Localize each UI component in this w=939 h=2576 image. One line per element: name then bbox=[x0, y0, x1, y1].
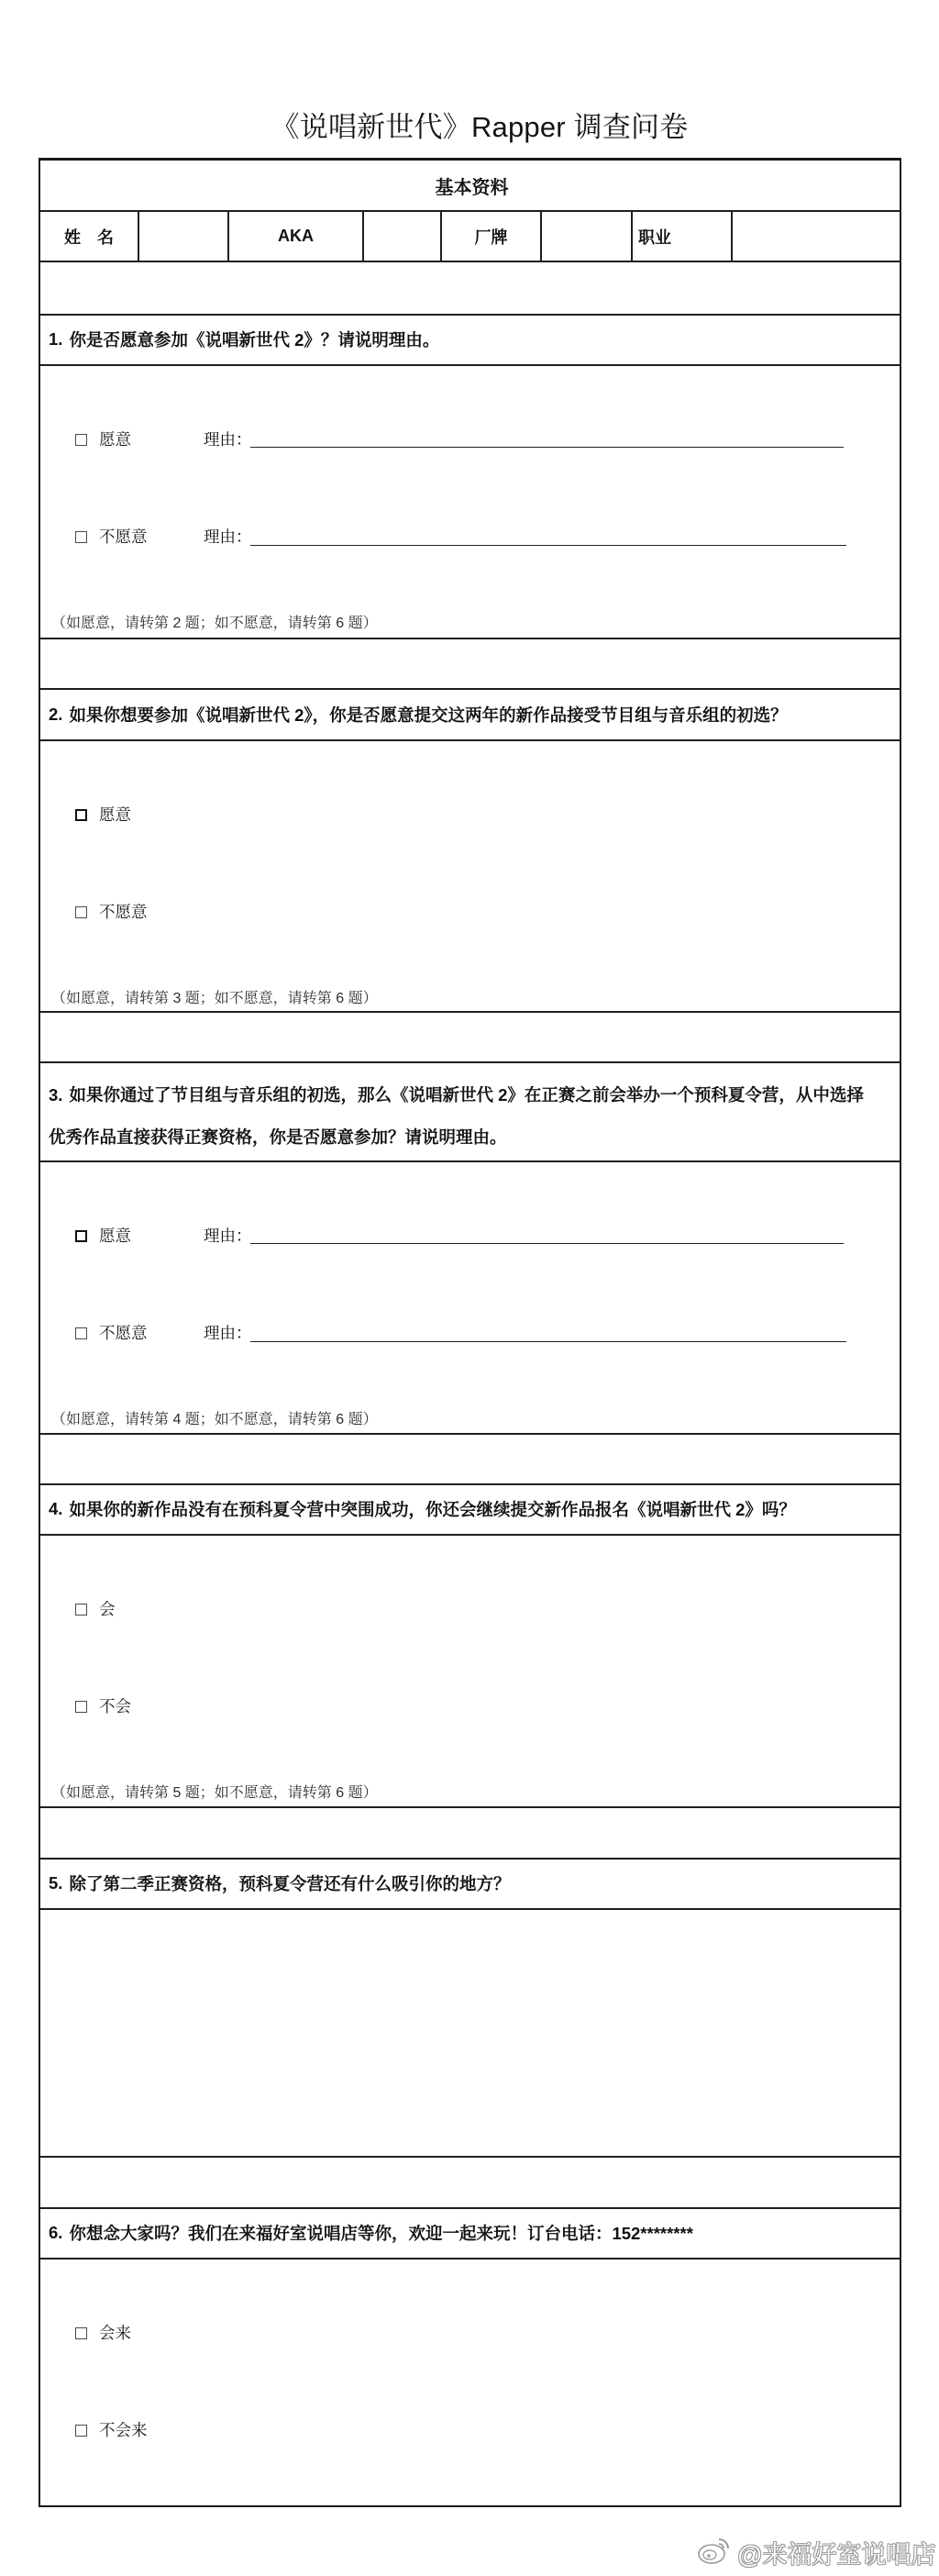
reason-label: 理由： bbox=[204, 1324, 252, 1342]
question-4-option-no bbox=[40, 1695, 900, 1717]
question-4-note: （如愿意，请转第 5 题；如不愿意，请转第 6 题） bbox=[51, 1785, 378, 1801]
spacer-row bbox=[40, 262, 900, 316]
reason-label: 理由： bbox=[204, 430, 252, 449]
basic-info-heading: 基本资料 bbox=[40, 161, 900, 212]
checkbox-icon[interactable] bbox=[75, 2327, 87, 2339]
question-3-option-willing bbox=[40, 1225, 900, 1247]
question-4-header bbox=[40, 1485, 900, 1536]
question-2-option-willing bbox=[40, 804, 900, 826]
question-5-number: 5. bbox=[49, 1873, 63, 1893]
question-4-number: 4. bbox=[49, 1499, 63, 1518]
weibo-logo-icon bbox=[697, 2536, 732, 2570]
name-field[interactable] bbox=[139, 212, 229, 261]
checkbox-icon[interactable] bbox=[75, 531, 87, 543]
question-3-number: 3. bbox=[49, 1085, 63, 1105]
question-3-body bbox=[40, 1162, 900, 1435]
question-2-header bbox=[40, 690, 900, 741]
question-1-header bbox=[40, 316, 900, 366]
watermark bbox=[697, 2534, 935, 2570]
reason-label: 理由： bbox=[204, 527, 252, 546]
question-1-body bbox=[40, 366, 900, 639]
checkbox-icon[interactable] bbox=[75, 2425, 87, 2437]
reason-label: 理由： bbox=[204, 1227, 252, 1245]
option-label: 不会来 bbox=[99, 2421, 148, 2439]
option-label: 愿意 bbox=[99, 1227, 131, 1245]
reason-input-line[interactable] bbox=[250, 1243, 844, 1244]
checkbox-icon[interactable] bbox=[75, 1701, 87, 1713]
question-6-body bbox=[40, 2260, 900, 2505]
questionnaire-table bbox=[39, 158, 901, 2507]
option-label: 会来 bbox=[99, 2324, 131, 2342]
reason-input-line[interactable] bbox=[250, 447, 844, 448]
option-label: 愿意 bbox=[99, 430, 131, 449]
page-title: 《说唱新世代》Rapper 调查问卷 bbox=[271, 111, 689, 143]
reason-input-line[interactable] bbox=[250, 1341, 846, 1342]
question-1-option-willing bbox=[40, 428, 900, 450]
spacer-row bbox=[40, 1013, 900, 1063]
reason-input-line[interactable] bbox=[250, 545, 846, 546]
question-4-body bbox=[40, 1536, 900, 1808]
question-3-header bbox=[40, 1063, 900, 1162]
question-2-text: 如果你想要参加《说唱新世代 2》，你是否愿意提交这两年的新作品接受节目组与音乐组的初选？ bbox=[69, 705, 788, 725]
question-2-number: 2. bbox=[49, 704, 63, 724]
checkbox-icon[interactable] bbox=[75, 1230, 87, 1242]
question-3-line-2: 优秀作品直接获得正赛资格，你是否愿意参加？请说明理由。 bbox=[49, 1127, 507, 1147]
spacer-row bbox=[40, 1808, 900, 1860]
question-5-body bbox=[40, 1910, 900, 2158]
aka-field[interactable] bbox=[364, 212, 442, 261]
question-6-option-wont-come bbox=[40, 2419, 900, 2441]
question-6-header bbox=[40, 2209, 900, 2260]
crew-label: 厂牌 bbox=[442, 212, 542, 261]
spacer-row bbox=[40, 639, 900, 690]
question-6-number: 6. bbox=[49, 2223, 63, 2242]
option-label: 不愿意 bbox=[99, 527, 148, 546]
question-3-note: （如愿意，请转第 4 题；如不愿意，请转第 6 题） bbox=[51, 1412, 378, 1427]
checkbox-icon[interactable] bbox=[75, 434, 87, 446]
basic-info-row bbox=[40, 212, 900, 262]
question-2-note: （如愿意，请转第 3 题；如不愿意，请转第 6 题） bbox=[51, 991, 378, 1006]
question-3-text: 如果你通过了节目组与音乐组的初选，那么《说唱新世代 2》在正赛之前会举办一个预科夏令营，从中选择 bbox=[69, 1085, 864, 1105]
question-4-text: 如果你的新作品没有在预科夏令营中突围成功，你还会继续提交新作品报名《说唱新世代 2》吗？ bbox=[69, 1500, 796, 1519]
crew-field[interactable] bbox=[542, 212, 633, 261]
checkbox-icon[interactable] bbox=[75, 1327, 87, 1339]
question-5-answer-area[interactable] bbox=[40, 1910, 900, 2156]
question-3-line-1 bbox=[49, 1074, 900, 1116]
checkbox-icon[interactable] bbox=[75, 906, 87, 918]
question-1-text: 你是否愿意参加《说唱新世代 2》？请说明理由。 bbox=[69, 330, 440, 350]
question-6-text: 你想念大家吗？我们在来福好室说唱店等你，欢迎一起来玩！订台电话：152******** bbox=[69, 2224, 693, 2243]
checkbox-icon[interactable] bbox=[75, 809, 87, 821]
option-label: 不愿意 bbox=[99, 903, 148, 921]
question-1-number: 1. bbox=[49, 329, 63, 349]
question-1-note: （如愿意，请转第 2 题；如不愿意，请转第 6 题） bbox=[51, 616, 378, 631]
checkbox-icon[interactable] bbox=[75, 1604, 87, 1616]
option-label: 会 bbox=[99, 1600, 116, 1618]
question-5-header bbox=[40, 1860, 900, 1910]
question-2-option-unwilling bbox=[40, 901, 900, 923]
question-4-option-yes bbox=[40, 1598, 900, 1620]
question-1-option-unwilling bbox=[40, 526, 900, 548]
occupation-field[interactable] bbox=[733, 212, 900, 261]
watermark-text: @来福好室说唱店 bbox=[737, 2540, 936, 2569]
option-label: 愿意 bbox=[99, 805, 131, 824]
question-3-option-unwilling bbox=[40, 1322, 900, 1344]
question-6-option-will-come bbox=[40, 2322, 900, 2344]
question-5-text: 除了第二季正赛资格，预科夏令营还有什么吸引你的地方？ bbox=[69, 1874, 511, 1893]
spacer-row bbox=[40, 2158, 900, 2209]
aka-label: AKA bbox=[229, 212, 364, 261]
spacer-row bbox=[40, 1435, 900, 1485]
name-label: 姓 名 bbox=[40, 212, 139, 261]
option-label: 不愿意 bbox=[99, 1324, 148, 1342]
question-2-body bbox=[40, 741, 900, 1013]
option-label: 不会 bbox=[99, 1697, 131, 1715]
occupation-label: 职业 bbox=[633, 212, 733, 261]
